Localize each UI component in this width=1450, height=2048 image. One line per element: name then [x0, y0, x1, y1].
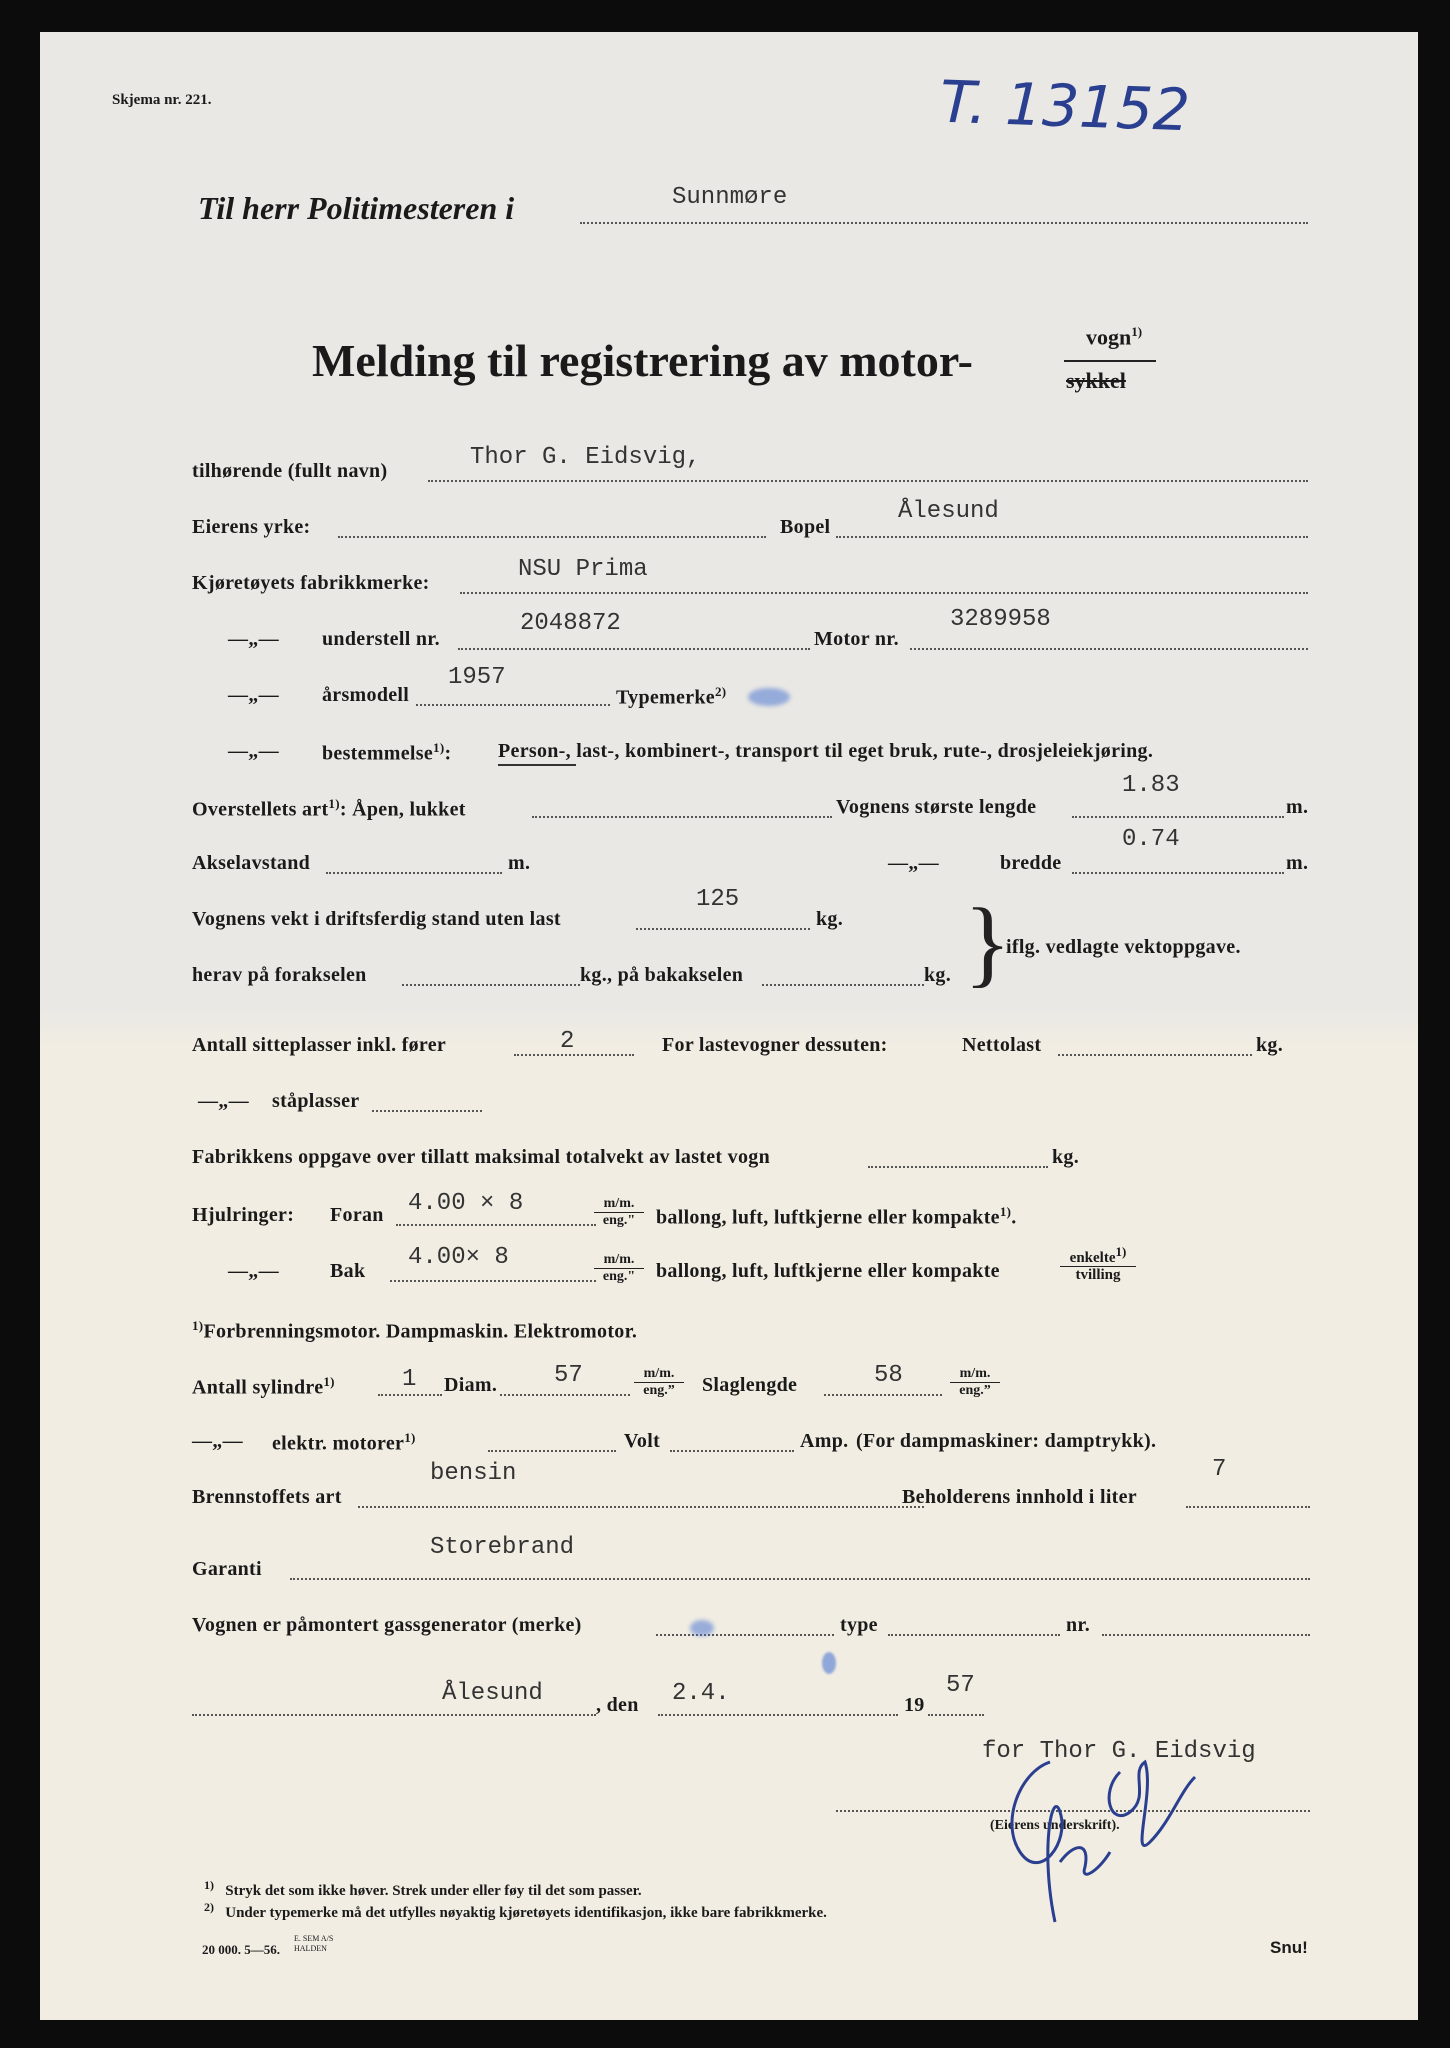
form-number: Skjema nr. 221.	[112, 92, 212, 108]
tires-front-value: 4.00 × 8	[408, 1190, 524, 1217]
tires-front-unit: m/m. eng."	[594, 1196, 644, 1229]
volt-label: Volt	[624, 1430, 661, 1452]
ditto-mark: —„—	[888, 852, 939, 874]
make-value: NSU Prima	[518, 556, 648, 583]
purpose-underline	[498, 764, 576, 766]
stroke-label: Slaglengde	[702, 1374, 798, 1396]
rear-axle-line	[762, 984, 924, 986]
front-axle-label: herav på forakselen	[192, 964, 367, 986]
insurance-value: Storebrand	[430, 1534, 575, 1561]
tires-rear-label: Bak	[330, 1260, 366, 1282]
tires-rear-types: ballong, luft, luftkjerne eller kompakte	[656, 1260, 1000, 1282]
gas-generator-label: Vognen er påmontert gassgenerator (merke)	[192, 1614, 582, 1636]
steam-note: (For dampmaskiner: damptrykk).	[856, 1430, 1157, 1452]
net-load-line	[1058, 1054, 1252, 1056]
printer-line-1: E. SEM A/S	[294, 1934, 334, 1943]
occupation-label: Eierens yrke:	[192, 516, 311, 538]
date-line	[658, 1714, 898, 1716]
form-title: Melding til registrering av motor-	[312, 335, 973, 386]
print-info: 20 000. 5—56.	[202, 1942, 280, 1957]
tires-rear-mounting: enkelte1) tvilling	[1060, 1244, 1136, 1283]
make-line	[460, 592, 1308, 594]
residence-label: Bopel	[780, 516, 831, 538]
tires-front-types: ballong, luft, luftkjerne eller kompakte$^{1)}$.	[656, 1204, 1017, 1229]
model-year-value: 1957	[448, 664, 506, 691]
year-line	[928, 1714, 984, 1716]
weight-unit: kg.	[816, 908, 844, 930]
title-option-vogn: vogn$^{1)}$	[1086, 324, 1143, 350]
body-type-label: Overstellets art$^{1)}$: Åpen, lukket	[192, 796, 466, 821]
purpose-label: bestemmelse$^{1)}$:	[322, 740, 452, 765]
purpose-options: Person-, last-, kombinert-, transport til eget bruk, rute-, drosjeleiekjøring.	[498, 740, 1154, 762]
net-load-label: Nettolast	[962, 1034, 1042, 1056]
footnote-1: $^{1)}$ Stryk det som ikke høver. Strek under eller føy til det som passer.	[204, 1878, 642, 1899]
year-value: 57	[946, 1672, 975, 1699]
chassis-line	[458, 648, 810, 650]
weight-label: Vognens vekt i driftsferdig stand uten last	[192, 908, 561, 930]
tank-line	[1186, 1506, 1310, 1508]
place-value: Ålesund	[442, 1680, 543, 1707]
tires-rear-value: 4.00× 8	[408, 1244, 509, 1271]
diam-value: 57	[554, 1362, 583, 1389]
gas-type-label: type	[840, 1614, 878, 1636]
tank-value: 7	[1212, 1456, 1227, 1483]
addressee-line	[580, 222, 1308, 224]
addressee-value: Sunnmøre	[672, 184, 788, 211]
footnote-2: $^{2)}$ Under typemerke må det utfylles nøyaktig kjøretøyets identifikasjon, ikke bare fabrikkmerke.	[204, 1900, 827, 1921]
cylinders-line	[378, 1394, 442, 1396]
owner-name-label: tilhørende (fullt navn)	[192, 460, 388, 482]
handwritten-reference: T. 13152	[938, 67, 1192, 145]
ink-blot	[748, 688, 790, 706]
type-label: Typemerke$^{2)}$	[616, 684, 727, 709]
amp-label: Amp.	[800, 1430, 849, 1452]
tires-front-label: Foran	[330, 1204, 384, 1226]
length-unit: m.	[1286, 796, 1309, 818]
max-weight-line	[868, 1166, 1048, 1168]
fuel-line	[358, 1506, 924, 1508]
tank-label: Beholderens innhold i liter	[902, 1486, 1137, 1508]
front-axle-line	[402, 984, 580, 986]
length-value: 1.83	[1122, 772, 1180, 799]
width-value: 0.74	[1122, 826, 1180, 853]
form-page	[40, 32, 1418, 2020]
weight-note: iflg. vedlagte vektoppgave.	[1006, 936, 1241, 958]
electric-label: elektr. motorer$^{1)}$	[272, 1430, 416, 1455]
owner-name-value: Thor G. Eidsvig,	[470, 444, 701, 471]
rear-axle-unit: kg.	[924, 964, 952, 986]
chassis-label: understell nr.	[322, 628, 440, 650]
seats-value: 2	[560, 1028, 575, 1055]
make-label: Kjøretøyets fabrikkmerke:	[192, 572, 430, 594]
stroke-line	[824, 1394, 942, 1396]
occupation-line	[338, 536, 766, 538]
residence-line	[836, 536, 1308, 538]
gas-type-line	[888, 1634, 1060, 1636]
stroke-value: 58	[874, 1362, 903, 1389]
width-line	[1072, 872, 1284, 874]
signed-for: for Thor G. Eidsvig	[982, 1738, 1256, 1765]
title-divider	[1064, 360, 1156, 362]
ink-blot	[822, 1652, 836, 1674]
engine-types-line: $^{1)}$Forbrenningsmotor. Dampmaskin. Elektromotor.	[192, 1318, 638, 1343]
electric-line	[488, 1450, 616, 1452]
engine-number-line	[910, 648, 1308, 650]
wheelbase-label: Akselavstand	[192, 852, 311, 874]
insurance-line	[290, 1578, 1310, 1580]
length-line	[1072, 816, 1284, 818]
wheelbase-line	[326, 872, 502, 874]
width-unit: m.	[1286, 852, 1309, 874]
tires-front-line	[396, 1224, 596, 1226]
ditto-mark: —„—	[228, 740, 279, 762]
ink-blot	[690, 1620, 714, 1636]
weight-line	[636, 928, 810, 930]
model-year-label: årsmodell	[322, 684, 410, 706]
owner-name-line	[428, 480, 1308, 482]
chassis-value: 2048872	[520, 610, 621, 637]
fuel-label: Brennstoffets art	[192, 1486, 342, 1508]
title-option-sykkel: sykkel	[1066, 368, 1126, 393]
century-label: 19	[904, 1694, 925, 1716]
weight-brace: }	[964, 889, 1012, 997]
ditto-mark: —„—	[228, 1260, 279, 1282]
turn-page-note: Snu!	[1270, 1938, 1308, 1957]
net-load-unit: kg.	[1256, 1034, 1284, 1056]
date-value: 2.4.	[672, 1680, 730, 1707]
max-weight-unit: kg.	[1052, 1146, 1080, 1168]
ditto-mark: —„—	[228, 628, 279, 650]
gas-nr-line	[1102, 1634, 1310, 1636]
diam-unit: m/m. eng.”	[634, 1366, 684, 1399]
printer-line-2: HALDEN	[294, 1944, 327, 1953]
cargo-label: For lastevogner dessuten:	[662, 1034, 888, 1056]
handwritten-signature	[980, 1732, 1220, 1942]
max-weight-label: Fabrikkens oppgave over tillatt maksimal totalvekt av lastet vogn	[192, 1146, 771, 1168]
gas-generator-line	[656, 1634, 834, 1636]
ditto-mark: —„—	[228, 684, 279, 706]
seats-label: Antall sitteplasser inkl. fører	[192, 1034, 447, 1056]
diam-label: Diam.	[444, 1374, 498, 1396]
tires-label: Hjulringer:	[192, 1204, 295, 1226]
width-label: bredde	[1000, 852, 1062, 874]
weight-value: 125	[696, 886, 740, 913]
stroke-unit: m/m. eng.”	[950, 1366, 1000, 1399]
gas-nr-label: nr.	[1066, 1614, 1091, 1636]
tires-rear-line	[390, 1280, 596, 1282]
ditto-mark: —„—	[198, 1090, 249, 1112]
length-label: Vognens største lengde	[836, 796, 1037, 818]
engine-number-label: Motor nr.	[814, 628, 899, 650]
cylinders-label: Antall sylindre$^{1)}$	[192, 1374, 335, 1399]
standing-line	[372, 1110, 482, 1112]
standing-label: ståplasser	[272, 1090, 360, 1112]
diam-line	[500, 1394, 630, 1396]
wheelbase-unit: m.	[508, 852, 531, 874]
body-type-line	[532, 816, 832, 818]
ditto-mark: —„—	[192, 1430, 243, 1452]
model-year-line	[416, 704, 610, 706]
residence-value: Ålesund	[898, 498, 999, 525]
addressee-label: Til herr Politimesteren i	[198, 190, 515, 226]
signature-caption: (Eierens underskrift).	[990, 1818, 1120, 1833]
rear-axle-label: kg., på bakakselen	[580, 964, 744, 986]
place-line	[192, 1714, 596, 1716]
tires-rear-unit: m/m. eng."	[594, 1252, 644, 1285]
insurance-label: Garanti	[192, 1558, 262, 1580]
volt-line	[670, 1450, 794, 1452]
engine-number-value: 3289958	[950, 606, 1051, 633]
fuel-value: bensin	[430, 1460, 517, 1487]
cylinders-value: 1	[402, 1366, 417, 1393]
date-label: , den	[596, 1694, 639, 1716]
